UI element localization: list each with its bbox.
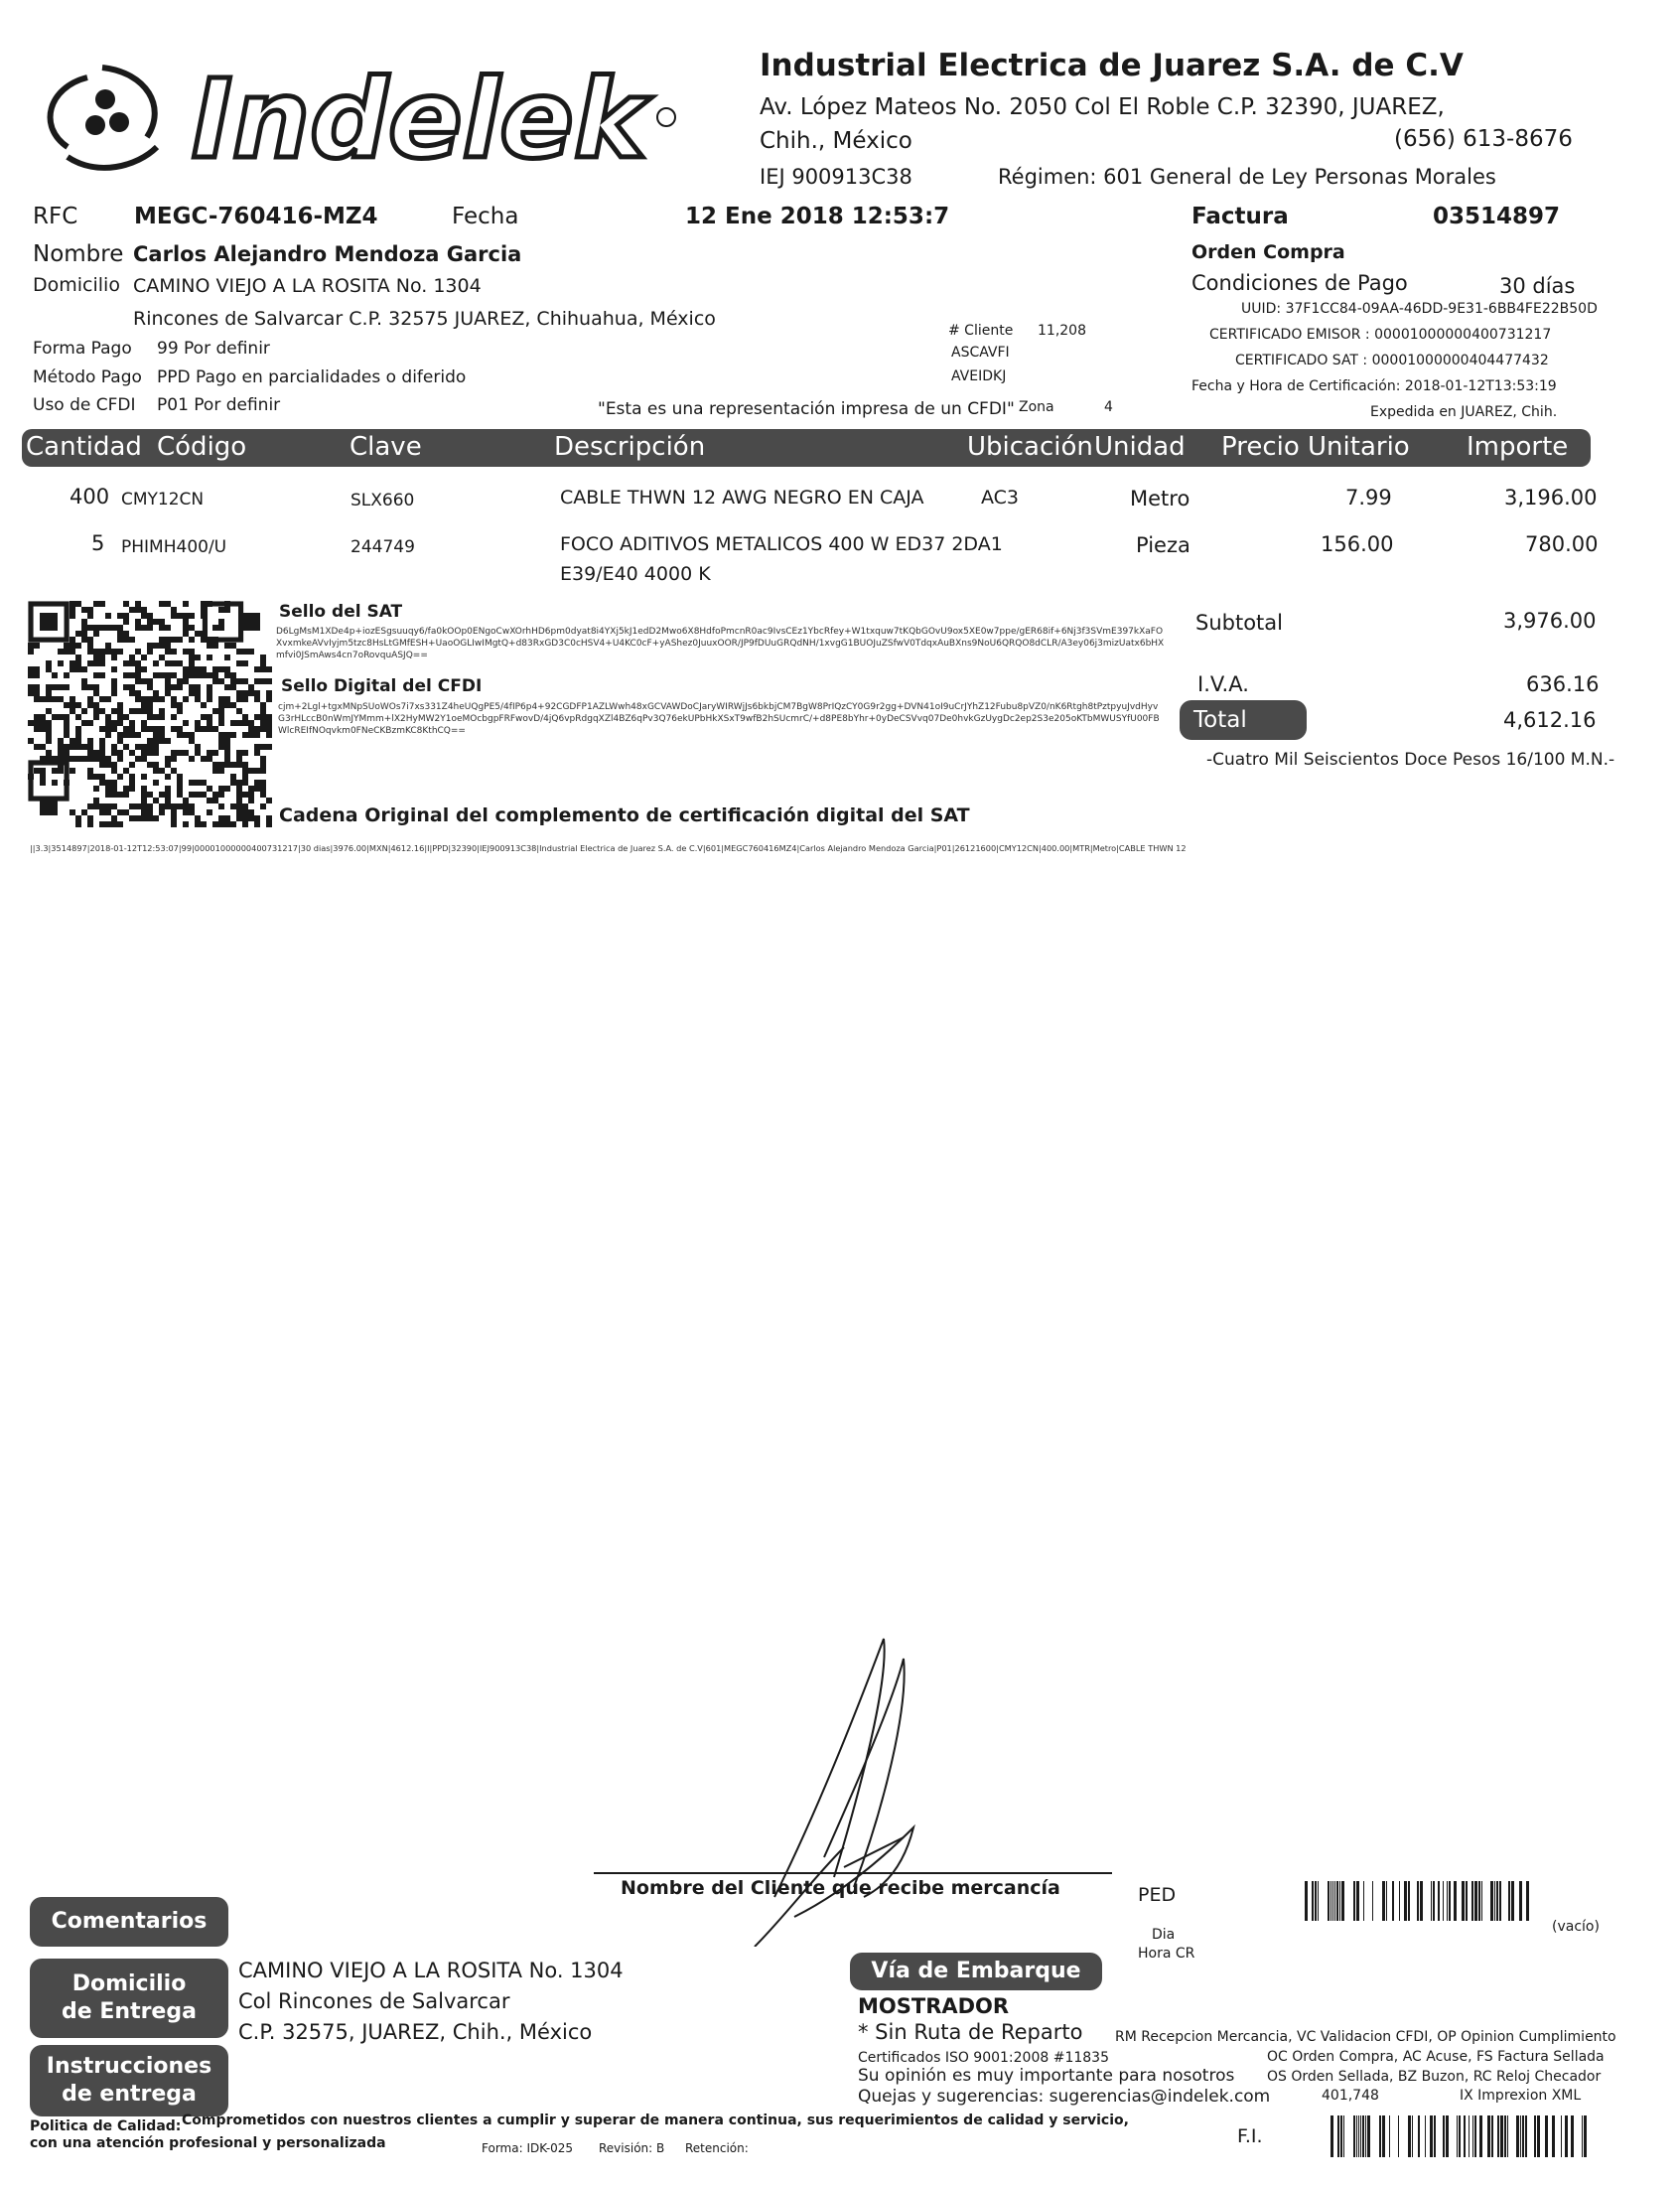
cell-unidad: Metro [1130, 487, 1190, 510]
uso-cfdi-label: Uso de CFDI [33, 395, 136, 415]
table-header [22, 429, 1591, 467]
cell-unidad: Pieza [1136, 533, 1190, 557]
opinion-text: Su opinión es muy importante para nosotros [858, 2066, 1235, 2086]
company-regimen: Régimen: 601 General de Ley Personas Morales [998, 165, 1496, 189]
sello-cfdi-value: cjm+2Lgl+tgxMNpSUoWOs7i7xs331Z4heUQgPE5/4fIP6p4+92CGDFP1AZLWwh48xGCVAWDoCJaryWIRWjJs6bkbjCM7BgW8PrIQzCY0G9r2gg+DVN41oI9uCrJYhZ12Fubu8pVZ0/nK6Rtgh8tPztpyuJvdHyvG3rHLccB0nWmJYMmm+lX2HyMW2Y1oeMOcbgpFRFwovD/4jQ6vpRdgqXZl4BZ6qPv3Q76ekUPbHkXSxT9wfB2hSUcmrC/+d8PE8bYhr+0yDeCSVvq07De0hvkGzUygDc2ep2S3e205oKTbMWUSYfU00FBWlcREIfNOqvkm0FNeCKBzmKC8KthCQ== [278, 702, 1160, 736]
condiciones-value: 30 días [1499, 274, 1576, 298]
barcode-icon [1305, 1881, 1535, 1921]
cell-descripcion-2: E39/E40 4000 K [560, 563, 711, 585]
fecha-label: Fecha [452, 204, 519, 229]
domicilio-entrega-label-2: de Entrega [62, 1999, 197, 2024]
politica-label: Politica de Calidad: [30, 2118, 182, 2134]
orden-compra-label: Orden Compra [1191, 241, 1345, 263]
nombre-value: Carlos Alejandro Mendoza Garcia [133, 242, 522, 266]
codes-line2: OC Orden Compra, AC Acuse, FS Factura Sellada [1267, 2049, 1605, 2065]
domicilio-label: Domicilio [33, 274, 120, 296]
forma-pago-value: 99 Por definir [157, 339, 270, 359]
cell-codigo: CMY12CN [121, 490, 205, 510]
vacio-label: (vacío) [1552, 1919, 1600, 1935]
via-embarque-label: Vía de Embarque [850, 1953, 1102, 1990]
barcode-icon [1330, 2115, 1589, 2157]
ped-label: PED [1138, 1884, 1177, 1906]
politica-line2: con una atención profesional y personalizada [30, 2135, 386, 2151]
total-words: -Cuatro Mil Seiscientos Doce Pesos 16/100 M.N.- [1206, 750, 1615, 770]
zona-value: 4 [1104, 399, 1113, 415]
domicilio-entrega-line2: Col Rincones de Salvarcar [238, 1989, 510, 2013]
cert-sat: CERTIFICADO SAT : 00001000000404477432 [1235, 353, 1549, 368]
instrucciones-label [30, 2045, 228, 2116]
signature-line [594, 1872, 1112, 1874]
col-cantidad: Cantidad [26, 432, 142, 462]
company-phone: (656) 613-8676 [1394, 126, 1573, 152]
cell-clave: SLX660 [350, 491, 415, 510]
metodo-pago-value: PPD Pago en parcialidades o diferido [157, 367, 467, 387]
cliente-value: 11,208 [1038, 323, 1086, 339]
domicilio-line1: CAMINO VIEJO A LA ROSITA No. 1304 [133, 275, 482, 297]
comentarios-label: Comentarios [30, 1897, 228, 1947]
fi-text: F.I. [1237, 2125, 1263, 2147]
cell-precio: 7.99 [1345, 486, 1392, 510]
ave-value: AVEIDKJ [951, 368, 1007, 384]
cert-emisor: CERTIFICADO EMISOR : 00001000000400731217 [1209, 327, 1552, 343]
firma-label: Nombre del Cliente que recibe mercancía [621, 1877, 1060, 1899]
cell-clave: 244749 [350, 537, 415, 557]
sin-ruta-text: * Sin Ruta de Reparto [858, 2020, 1083, 2044]
quejas-text: Quejas y sugerencias: sugerencias@indelek.com [858, 2087, 1271, 2107]
total-value: 4,612.16 [1503, 708, 1597, 732]
codes-line3: OS Orden Sellada, BZ Buzon, RC Reloj Checador [1267, 2069, 1602, 2085]
cadena-value: ||3.3|3514897|2018-01-12T12:53:07|99|00001000000400731217|30 dias|3976.00|MXN|4612.16|I|PPD|32390|IEJ900913C38|Industrial Electrica de Juarez S.A. de C.V|601|MEGC760416MZ4|Carlos Alejandro Mendoza Garcia|P01|26121600|CMY12CN|400.00|MTR|Metro|CABLE THWN 12 [30, 843, 1187, 853]
fecha-certificacion: Fecha y Hora de Certificación: 2018-01-12T13:53:19 [1191, 378, 1557, 394]
cadena-label: Cadena Original del complemento de certificación digital del SAT [279, 804, 970, 826]
sello-sat-value: D6LgMsM1XDe4p+iozESgsuuqy6/fa0kOOp0ENgoCwXOrhHD6pm0dyat8i4YXj5kJ1edD2Mwo6X8HdfoPmcnR0ac9IvsCEz1YbcRfey+W1txquw7tKQbGOvU9ox5XE0w7ppe/gER68if+6Nj3f3SVmE397kXaFOXvxmkeAVvIyjm5tzc8HsLtGMfESH+UaoOGLIwIMgtQ+d83RxGD3C0cHSV4+U4KC0cF+yAShez0JuuxOOR/JP9fDUuGRQdNH/1xvgG1BUOJuZSfwV0TdqxAuBXns9NoU6QRQO8dCLR/A3ey06j3mizUatx6bHXmfvi0JSmAws4cn7oRovquASJQ== [276, 627, 1165, 660]
cell-importe: 780.00 [1525, 532, 1599, 556]
company-address-2: Chih., México [760, 128, 912, 154]
subtotal-value: 3,976.00 [1503, 609, 1597, 633]
cell-cantidad: 400 [70, 485, 110, 509]
company-rfc: IEJ 900913C38 [760, 165, 912, 189]
company-name: Industrial Electrica de Juarez S.A. de C.V [760, 48, 1464, 83]
retencion-text: Retención: [685, 2141, 749, 2155]
sello-sat-label: Sello del SAT [279, 602, 403, 622]
col-importe: Importe [1467, 432, 1569, 462]
qr-code-icon [28, 601, 272, 827]
col-descripcion: Descripción [554, 432, 706, 462]
indelek-logo-icon [28, 38, 683, 187]
cell-descripcion: FOCO ADITIVOS METALICOS 400 W ED37 2DA1 [560, 533, 1003, 555]
politica-line1: Comprometidos con nuestros clientes a cumplir y superar de manera continua, sus requerimientos de calidad y servicio, [182, 2113, 1129, 2128]
zona-label: Zona [1019, 399, 1054, 415]
mostrador-text: MOSTRADOR [858, 1994, 1010, 2018]
factura-value: 03514897 [1433, 204, 1561, 229]
iva-label: I.V.A. [1197, 672, 1249, 696]
cell-descripcion: CABLE THWN 12 AWG NEGRO EN CAJA [560, 487, 924, 509]
factura-label: Factura [1191, 204, 1289, 229]
codes-line1: RM Recepcion Mercancia, VC Validacion CFDI, OP Opinion Cumplimiento [1115, 2029, 1616, 2045]
cell-cantidad: 5 [91, 531, 105, 555]
col-precio: Precio Unitario [1221, 432, 1410, 462]
expedida-text: Expedida en JUAREZ, Chih. [1370, 404, 1558, 420]
revision-text: Revisión: B [599, 2141, 665, 2155]
hora-label: Hora CR [1138, 1946, 1195, 1962]
col-unidad: Unidad [1094, 432, 1186, 462]
dia-label: Dia [1152, 1927, 1176, 1943]
domicilio-entrega-label-1: Domicilio [71, 1971, 187, 1996]
cell-precio: 156.00 [1321, 532, 1394, 556]
col-codigo: Código [157, 432, 247, 462]
domicilio-entrega-line1: CAMINO VIEJO A LA ROSITA No. 1304 [238, 1959, 624, 1982]
domicilio-entrega-label [30, 1959, 228, 2038]
instrucciones-label-2: de entrega [62, 2082, 197, 2107]
instrucciones-label-1: Instrucciones [46, 2054, 212, 2079]
domicilio-entrega-line3: C.P. 32575, JUAREZ, Chih., México [238, 2020, 593, 2044]
domicilio-line2: Rincones de Salvarcar C.P. 32575 JUAREZ, Chihuahua, México [133, 308, 716, 330]
cell-codigo: PHIMH400/U [121, 537, 227, 557]
nombre-label: Nombre [33, 241, 124, 267]
company-address-1: Av. López Mateos No. 2050 Col El Roble C.P. 32390, JUAREZ, [760, 94, 1445, 120]
cell-ubicacion: AC3 [981, 487, 1020, 509]
rfc-label: RFC [33, 204, 78, 229]
logo-wordmark: Indelek [192, 56, 647, 183]
subtotal-label: Subtotal [1195, 611, 1283, 635]
col-clave: Clave [350, 432, 422, 462]
condiciones-label: Condiciones de Pago [1191, 271, 1408, 295]
company-logo [28, 38, 683, 187]
forma-pago-label: Forma Pago [33, 339, 132, 359]
forma-text: Forma: IDK-025 [482, 2141, 574, 2155]
representacion-text: "Esta es una representación impresa de un CFDI" [598, 399, 1015, 419]
asc-value: ASCAVFI [951, 345, 1010, 361]
uso-cfdi-value: P01 Por definir [157, 395, 281, 415]
rfc-value: MEGC-760416-MZ4 [134, 204, 378, 229]
certificados-text: Certificados ISO 9001:2008 #11835 [858, 2050, 1109, 2066]
cliente-label: # Cliente [948, 323, 1014, 339]
fecha-value: 12 Ene 2018 12:53:7 [685, 204, 950, 229]
sello-cfdi-label: Sello Digital del CFDI [281, 676, 483, 696]
cell-importe: 3,196.00 [1504, 486, 1598, 510]
uuid: UUID: 37F1CC84-09AA-46DD-9E31-6BB4FE22B50D [1241, 301, 1598, 317]
number-text: 401,748 [1322, 2088, 1379, 2104]
metodo-pago-label: Método Pago [33, 367, 142, 387]
codes-line4: IX Imprexion XML [1460, 2088, 1582, 2104]
iva-value: 636.16 [1526, 672, 1600, 696]
col-ubicacion: Ubicación [967, 432, 1093, 462]
total-label: Total [1180, 700, 1307, 740]
